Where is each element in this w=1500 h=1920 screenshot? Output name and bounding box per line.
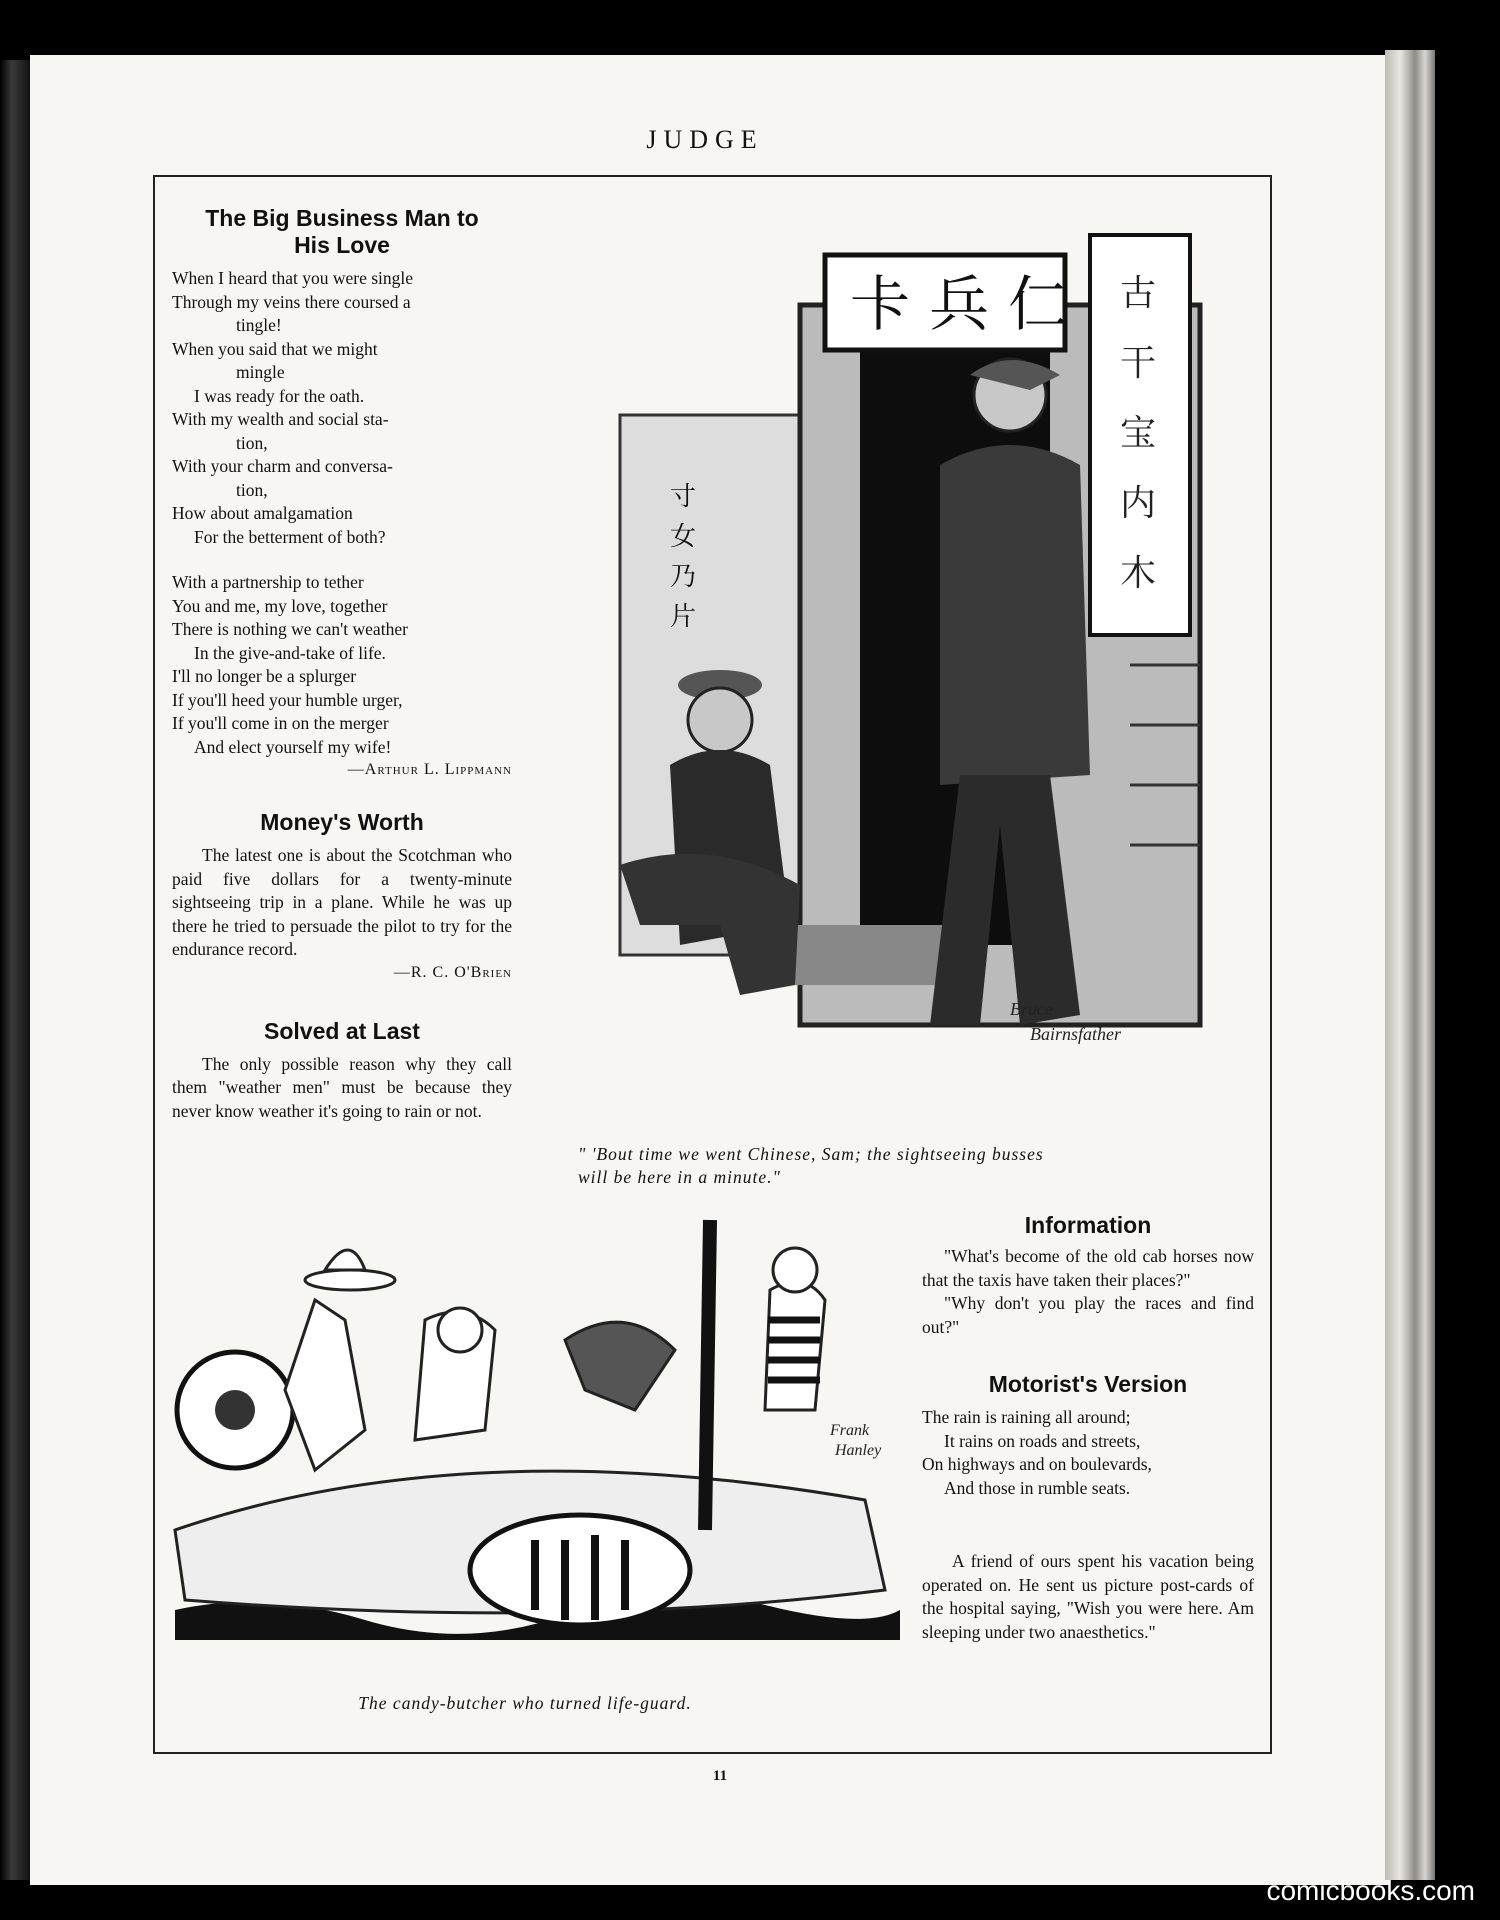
cartoon1-caption	[578, 1143, 1228, 1189]
solved-title: Solved at Last	[264, 1017, 420, 1044]
motorist-poem	[922, 1406, 1254, 1500]
stanza-break	[172, 549, 512, 571]
moneys-worth-body: The latest one is about the Scotchman who paid five dollars for a twenty-minute sightseeing trip in a plane. While he was up there he tried to persuade the pilot to try for the endurance record.	[172, 845, 512, 959]
poem-title-line-2: His Love	[294, 232, 390, 258]
poem-line: tion,	[236, 432, 268, 453]
moneys-worth-title: Money's Worth	[260, 809, 424, 835]
poem-line: You and me, my love, together	[172, 595, 388, 616]
poem-line: For the betterment of both?	[194, 526, 386, 547]
page-number: 11	[712, 1768, 728, 1784]
cartoon2-signature-2: Hanley	[835, 1442, 882, 1459]
poem-line: In the give-and-take of life.	[194, 642, 386, 663]
information-para-1: "What's become of the old cab horses now that the taxis have taken their places?"	[922, 1246, 1254, 1290]
moneys-worth-author: —R. C. O'Brien	[393, 963, 512, 981]
poem-line: If you'll come in on the merger	[172, 713, 389, 733]
solved-body: The only possible reason why they call them "weather men" must be because they never know weather it's going to rain or not.	[172, 1053, 512, 1121]
poem-line: When I heard that you were single	[172, 268, 414, 288]
information-title: Information	[1024, 1212, 1152, 1238]
svg-text:女: 女	[670, 522, 697, 552]
poem-line: There is nothing we can't weather	[172, 619, 408, 639]
cartoon1-caption-line-2: will be here in a minute."	[578, 1167, 781, 1187]
svg-text:内: 内	[1120, 483, 1157, 524]
motorist-line: On highways and on boulevards,	[922, 1454, 1152, 1474]
cartoon1-signature-1: Bruce	[1010, 999, 1053, 1019]
svg-text:寸: 寸	[670, 482, 697, 512]
motorist-line: It rains on roads and streets,	[944, 1430, 1141, 1451]
friend-paragraph: A friend of ours spent his vacation being operated on. He sent us picture post-cards of the hospital saying, "Wish you were here. Am sleeping under two anaesthetics."	[922, 1551, 1254, 1642]
cartoon1-caption-line-1: " 'Bout time we went Chinese, Sam; the sightseeing busses	[578, 1144, 1044, 1164]
poem-line: If you'll heed your humble urger,	[172, 689, 403, 710]
poem-line: With a partnership to tether	[172, 572, 364, 592]
poem-author: —Arthur L. Lippmann	[347, 761, 512, 778]
masthead: JUDGE	[646, 125, 764, 154]
poem-line: I'll no longer be a splurger	[172, 666, 357, 686]
site-watermark: comicbooks.com	[1266, 1875, 1475, 1906]
poem-line: Through my veins there coursed a	[172, 291, 411, 312]
svg-text:古: 古	[1120, 273, 1157, 314]
chinatown-doorway-cartoon	[560, 225, 1240, 1085]
cartoon1-signature-2: Bairnsfather	[1030, 1024, 1122, 1044]
poem-line: When you said that we might	[172, 338, 378, 359]
svg-text:卡 兵 仁: 卡 兵 仁	[850, 270, 1069, 340]
poem-line: And elect yourself my wife!	[194, 736, 392, 757]
book-spine	[0, 60, 30, 1880]
poem-line: How about amalgamation	[172, 503, 353, 523]
right-column	[922, 1212, 1254, 1644]
motorist-line: And those in rumble seats.	[944, 1477, 1131, 1498]
poem-body	[172, 267, 512, 759]
motorist-title: Motorist's Version	[988, 1371, 1188, 1397]
poem-title-line-1: The Big Business Man to	[205, 205, 479, 231]
svg-text:干: 干	[1120, 343, 1157, 384]
poem-line: mingle	[236, 362, 285, 382]
poem-line: With your charm and conversa-	[172, 456, 393, 476]
poem-line: With my wealth and social sta-	[172, 409, 389, 429]
cartoon2-signature-1: Frank	[830, 1422, 870, 1439]
svg-text:乃: 乃	[670, 562, 697, 592]
poem-line: I was ready for the oath.	[194, 385, 365, 406]
book-page-edges	[1385, 50, 1435, 1880]
poem-line: tion,	[236, 479, 268, 500]
svg-text:片: 片	[670, 602, 697, 632]
cartoon2-caption: The candy-butcher who turned life-guard.	[358, 1693, 692, 1713]
svg-text:木: 木	[1120, 553, 1157, 594]
motorist-line: The rain is raining all around;	[922, 1407, 1131, 1427]
information-para-2: "Why don't you play the races and find out?"	[922, 1293, 1254, 1337]
svg-text:宝: 宝	[1120, 413, 1157, 454]
lifeguard-beach-cartoon	[165, 1210, 900, 1670]
poem-line: tingle!	[236, 315, 282, 335]
left-column	[172, 205, 512, 1123]
poem-title	[172, 205, 512, 259]
